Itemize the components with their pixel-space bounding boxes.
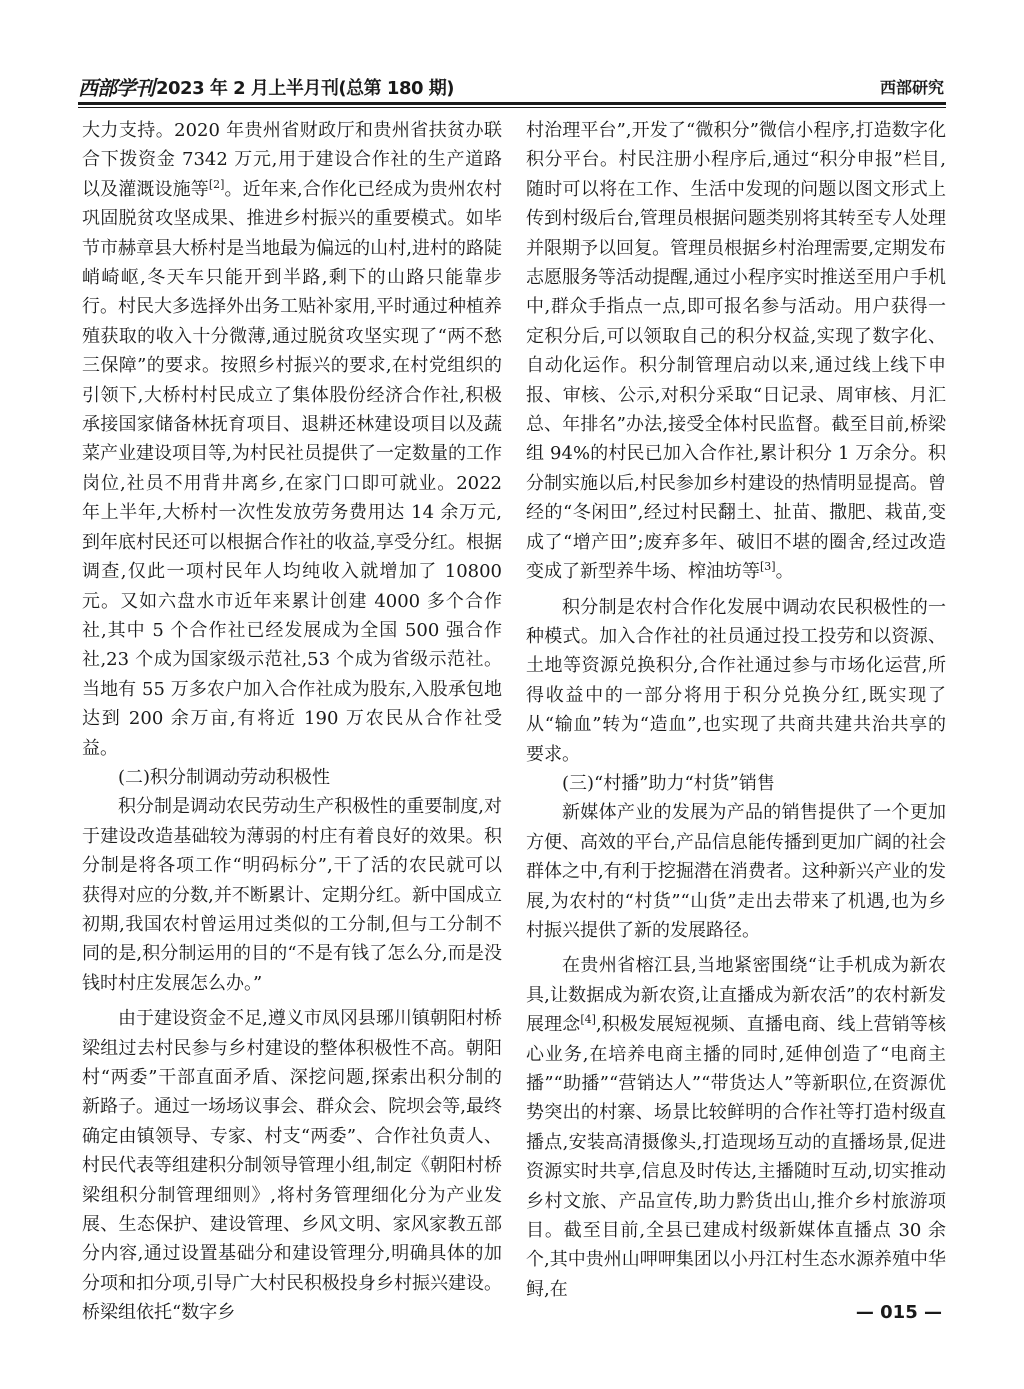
citation: [2] xyxy=(208,177,225,191)
header-rule-thin xyxy=(78,107,946,108)
issue-info: 2023 年 2 月上半月刊(总第 180 期) xyxy=(156,78,454,99)
paragraph-text: ,积极发展短视频、直播电商、线上营销等核心业务,在培养电商主播的同时,延伸创造了“电商主播”“助播”“营销达人”“带货达人”等新职位,在资源优势突出的村寨、场景比较鲜明的合作社等打造村级直播点,安装高清摄像头,打造现场互动的直播场景,促进资源实时共享,信息及时传达,主播随时互动,切实推动乡村文旅、产品宣传,助力黔货出山,推介乡村旅游项目。截至目前,全县已建成村级新媒体直播点 30 余个,其中贵州山呷呷集团以小丹江村生态水源养殖中华鲟,在 xyxy=(526,1014,946,1300)
paragraph: 积分制是调动农民劳动生产积极性的重要制度,对于建设改造基础较为薄弱的村庄有着良好的效果。积分制是将各项工作“明码标分”,干了活的农民就可以获得对应的分数,并不断累计、定期分红。新中国成立初期,我国农村曾运用过类似的工分制,但与工分制不同的是,积分制运用的目的“不是有钱了怎么分,而是没钱时村庄发展怎么办。” xyxy=(82,796,502,994)
running-header xyxy=(78,70,946,100)
page-number: — 015 — xyxy=(855,1302,942,1323)
paragraph-text: 。 xyxy=(775,561,794,583)
subsection-heading: (三)“村播”助力“村货”销售 xyxy=(562,772,775,794)
paragraph xyxy=(82,116,502,763)
left-column xyxy=(82,116,502,1328)
paragraph: 由于建设资金不足,遵义市凤冈县琊川镇朝阳村桥梁组过去村民参与乡村建设的整体积极性不高。朝阳村“两委”干部直面矛盾、深挖问题,探索出积分制的新路子。通过一场场议事会、群众会、院坝会等,最终确定由镇领导、专家、村支“两委”、合作社负责人、村民代表等组建积分制领导管理小组,制定《朝阳村桥梁组积分制管理细则》,将村务管理细化分为产业发展、生态保护、建设管理、乡风文明、家风家教五部分内容,通过设置基础分和建设管理分,明确具体的加分项和扣分项,引导广大村民积极投身乡村振兴建设。桥梁组依托“数字乡 xyxy=(82,1008,502,1324)
paragraph-text: 在贵州省榕江县,当地紧密围绕“让手机成为新农具,让数据成为新农资,让直播成为新农活”的农村新发展理念 xyxy=(526,955,946,1036)
paragraph xyxy=(526,951,946,1304)
section-title: 西部研究 xyxy=(879,78,944,97)
citation: [4] xyxy=(580,1013,596,1027)
citation: [3] xyxy=(760,560,776,574)
paragraph xyxy=(526,116,946,587)
journal-logo: 西部学刊 xyxy=(78,76,154,100)
subsection-heading: (二)积分制调动劳动积极性 xyxy=(118,766,331,788)
paragraph-text: 大力支持。2020 年贵州省财政厅和贵州省扶贫办联合下拨资金 7342 万元,用于建设合作社的生产道路以及灌溉设施等 xyxy=(82,120,502,200)
paragraph-text: 村治理平台”,开发了“微积分”微信小程序,打造数字化积分平台。村民注册小程序后,通过“积分申报”栏目,随时可以将在工作、生活中发现的问题以图文形式上传到村级后台,管理员根据问题类别将其转至专人处理并限期予以回复。管理员根据乡村治理需要,定期发布志愿服务等活动提醒,通过小程序实时推送至用户手机中,群众手指点一点,即可报名参与活动。用户获得一定积分后,可以领取自己的积分权益,实现了数字化、自动化运作。积分制管理启动以来,通过线上线下申报、审核、公示,对积分采取“日记录、周审核、月汇总、年排名”办法,接受全体村民监督。截至目前,桥梁组 94%的村民已加入合作社,累计积分 1 万余分。积分制实施以后,村民参加乡村建设的热情明显提高。曾经的“冬闲田”,经过村民翻土、扯苗、撒肥、栽苗,变成了“增产田”;废弃多年、破旧不堪的圈舍,经过改造变成了新型养牛场、榨油坊等 xyxy=(526,120,946,583)
header-rule-thick xyxy=(78,102,946,105)
paragraph-text: 。近年来,合作化已经成为贵州农村巩固脱贫攻坚成果、推进乡村振兴的重要模式。如毕节市赫章县大桥村是当地最为偏远的山村,进村的路陡峭崎岖,冬天车只能开到半路,剩下的山路只能靠步行。村民大多选择外出务工贴补家用,平时通过种植养殖获取的收入十分微薄,通过脱贫攻坚实现了“两不愁三保障”的要求。按照乡村振兴的要求,在村党组织的引领下,大桥村村民成立了集体股份经济合作社,积极承接国家储备林抚育项目、退耕还林建设项目以及蔬菜产业建设项目等,为村民社员提供了一定数量的工作岗位,社员不用背井离乡,在家门口即可就业。2022 年上半年,大桥村一次性发放劳务费用达 14 余万元,到年底村民还可以根据合作社的收益,享受分红。根据调查,仅此一项村民年人均纯收入就增加了 10800 元。又如六盘水市近年来累计创建 4000 多个合作社,其中 5 个合作社已经发展成为全国 500 强合作社,23 个成为国家级示范社,53 个成为省级示范社。当地有 55 万多农户加入合作社成为股东,入股承包地达到 200 余万亩,有将近 190 万农民从合作社受益。 xyxy=(82,178,502,759)
right-column xyxy=(526,116,946,1304)
paragraph: 积分制是农村合作化发展中调动农民积极性的一种模式。加入合作社的社员通过投工投劳和以资源、土地等资源兑换积分,合作社通过参与市场化运营,所得收益中的一部分将用于积分兑换分红,既实现了从“输血”转为“造血”,也实现了共商共建共治共享的要求。 xyxy=(526,596,946,765)
paragraph: 新媒体产业的发展为产品的销售提供了一个更加方便、高效的平台,产品信息能传播到更加广阔的社会群体之中,有利于挖掘潜在消费者。这种新兴产业的发展,为农村的“村货”“山货”走出去带来了机遇,也为乡村振兴提供了新的发展路径。 xyxy=(526,802,946,941)
